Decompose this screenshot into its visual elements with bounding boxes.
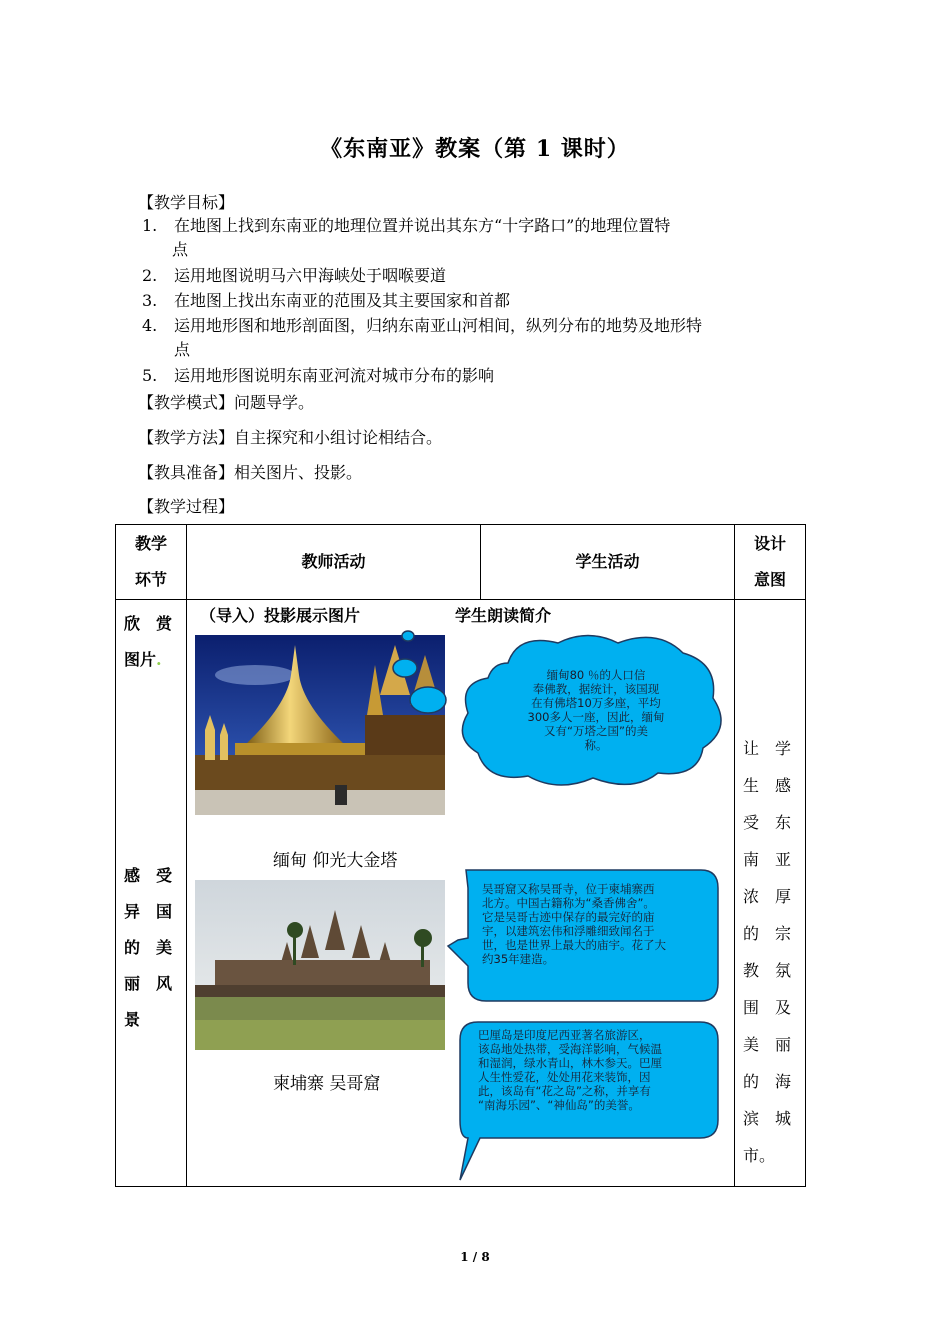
page-number: 1 / 8 (460, 1250, 490, 1264)
header-stage: 教学 环节 (116, 525, 187, 600)
teaching-tools: 【教具准备】相关图片、投影。 (138, 463, 363, 482)
photo2-caption: 柬埔寨 吴哥窟 (273, 1074, 381, 1094)
photo1-caption: 缅甸 仰光大金塔 (273, 851, 398, 871)
stage-cell: 欣 赏 图片. 感 受 异 国 的 美 丽 风 景 (116, 600, 187, 1187)
objective-item: 4. 运用地形图和地形剖面图，归纳东南亚山河相间，纵列分布的地势及地形特 点 (142, 316, 703, 359)
bubble2-text: 吴哥窟又称吴哥寺，位于柬埔寨西 北方。中国古籍称为“桑香佛舍”。 它是吴哥古迹中保存的最完好的庙 宇，以建筑宏伟和浮雕细致闻名于 世，也是世界上最大的庙宇。花了大 约35年建造。 (482, 882, 666, 966)
header-design: 设计 意图 (735, 525, 806, 600)
objectives-heading: 【教学目标】 (138, 193, 235, 212)
header-teacher: 教师活动 (187, 525, 481, 600)
objective-item: 2. 运用地图说明马六甲海峡处于咽喉要道 (142, 266, 447, 285)
header-student: 学生活动 (481, 525, 735, 600)
teaching-method: 【教学方法】自主探究和小组讨论相结合。 (138, 428, 443, 447)
angkor-wat-image (195, 880, 445, 1050)
objective-item: 3. 在地图上找出东南亚的范围及其主要国家和首都 (142, 291, 511, 310)
speech-bubble-bali (420, 1020, 720, 1182)
bubble1-text: 缅甸80 ％的人口信 奉佛教，据统计，该国现 在有佛塔10万多座，平均 300多人一座，因此，缅甸 又有“万塔之国”的美 称。 (527, 668, 665, 752)
table-header-row (116, 525, 806, 600)
teacher-intro: （导入）投影展示图片 (200, 606, 361, 625)
bubble3-text: 巴厘岛是印度尼西亚著名旅游区， 该岛地处热带，受海洋影响，气候温 和湿润，绿水青山，林木参天。巴厘 人生性爱花，处处用花来装饰，因 此，该岛有“花之岛”之称，并享有 “南海乐园”、“神仙岛”的美誉。 (478, 1028, 662, 1112)
design-intent-cell: 让 学 生 感 受 东 南 亚 浓 厚 的 宗 教 氛 围 及 美 丽 的 海 滨 城 市。 (735, 600, 806, 1187)
process-heading: 【教学过程】 (138, 497, 235, 516)
thought-bubble (388, 628, 733, 788)
page-title: 《东南亚》教案（第 1 课时） (320, 136, 630, 162)
student-intro: 学生朗读简介 (455, 606, 552, 625)
green-dot: . (156, 650, 162, 669)
objective-item: 1. 在地图上找到东南亚的地理位置并说出其东方“十字路口”的地理位置特 点 (142, 216, 671, 259)
teaching-mode: 【教学模式】问题导学。 (138, 393, 315, 412)
speech-bubble-angkor (446, 868, 721, 1008)
objective-item: 5. 运用地形图说明东南亚河流对城市分布的影响 (142, 366, 495, 385)
